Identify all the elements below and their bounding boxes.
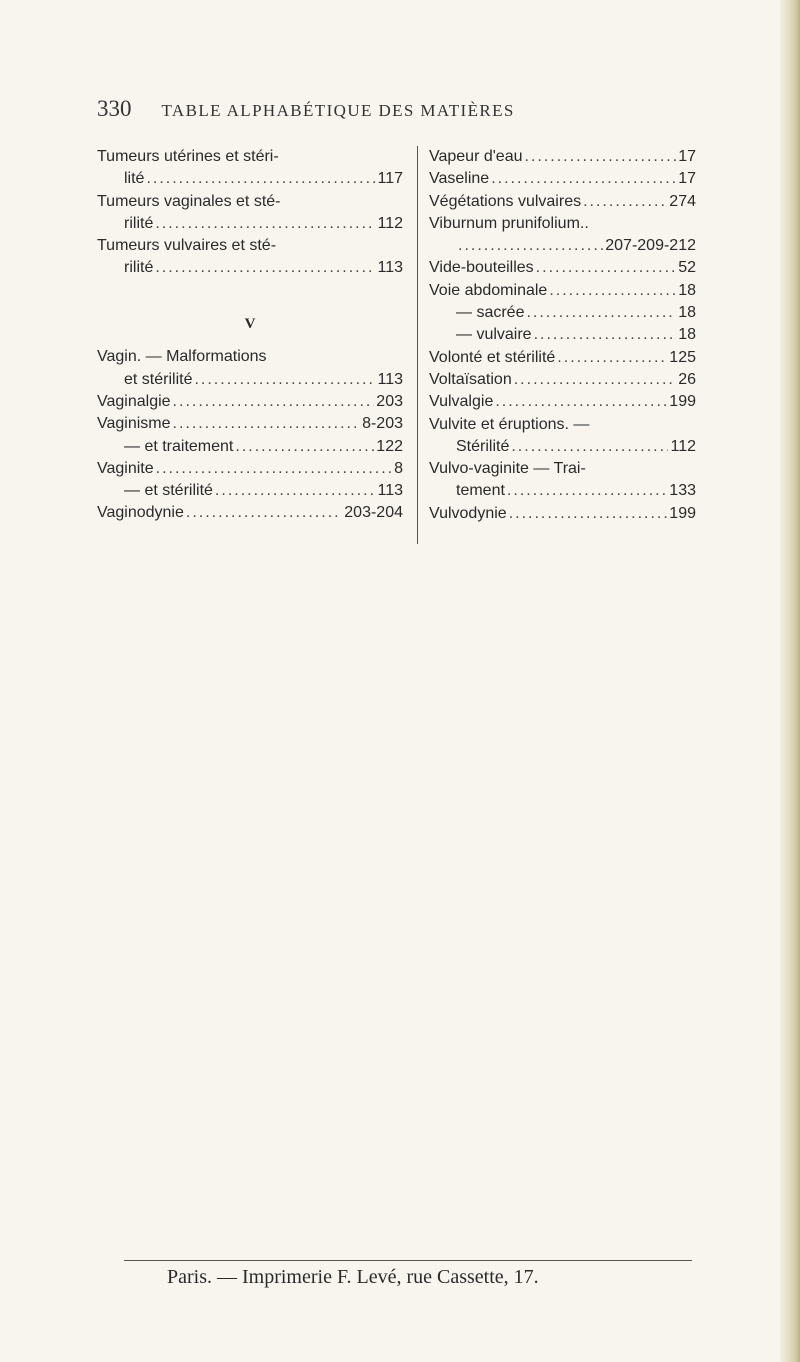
index-entry [97, 213, 403, 235]
printer-imprint: Paris. — Imprimerie F. Levé, rue Cassette, 17. [167, 1266, 539, 1288]
entry-text: rilité [124, 214, 154, 232]
index-entry [429, 213, 696, 235]
dot-leader [235, 436, 374, 458]
section-letter: V [244, 315, 256, 332]
entry-text: Vagin. — Malformations [97, 348, 267, 366]
entry-text: Tumeurs utérines et stéri- [97, 148, 279, 165]
dot-leader [458, 235, 603, 257]
entry-page: 117 [377, 170, 403, 188]
dot-leader [549, 280, 676, 302]
entry-text: Vide-bouteilles [429, 259, 534, 277]
dot-leader [156, 458, 392, 480]
index-entry [97, 436, 403, 458]
entry-page: 113 [377, 370, 403, 388]
entry-text: Vulvite et éruptions. — [429, 415, 590, 433]
index-entry [429, 280, 696, 302]
dot-leader [186, 502, 342, 524]
entry-page: 18 [678, 281, 696, 299]
index-entry [429, 369, 696, 391]
index-column-right [417, 146, 696, 544]
dot-leader [215, 480, 376, 502]
index-entry [429, 458, 696, 480]
dot-leader [583, 191, 667, 213]
dot-leader [511, 436, 668, 458]
entry-page: 199 [669, 504, 696, 522]
entry-page: 8 [394, 459, 403, 477]
index-entry [97, 346, 403, 368]
entry-text: Vaginisme [97, 415, 171, 433]
entry-text: Vaseline [429, 170, 490, 188]
dot-leader [173, 391, 375, 413]
page-edge [780, 0, 800, 1362]
entry-page: 125 [669, 348, 696, 366]
entry-text: Vulvalgie [429, 393, 494, 411]
entry-text: Voie abdominale [429, 281, 548, 299]
dot-leader [534, 324, 677, 346]
entry-page: 18 [678, 304, 696, 322]
index-entry [97, 502, 403, 524]
dot-leader [526, 302, 676, 324]
entry-text: — et stérilité [124, 482, 213, 500]
dot-leader [507, 480, 667, 502]
entry-page: 8-203 [362, 415, 403, 433]
index-entry [429, 235, 696, 257]
index-entry [97, 235, 403, 257]
entry-text: Vaginalgie [97, 392, 171, 410]
entry-page: 26 [678, 370, 696, 388]
entry-page: 17 [678, 170, 696, 188]
entry-text: Viburnum prunifolium.. [429, 214, 589, 232]
entry-page: 17 [678, 148, 696, 165]
entry-text: — sacrée [456, 304, 525, 322]
entry-page: 113 [377, 482, 403, 500]
index-entry [97, 168, 403, 190]
index-entry [429, 257, 696, 279]
entry-page: 203-204 [344, 504, 403, 522]
entry-text: et stérilité [124, 370, 193, 388]
entry-text: Vapeur d'eau [429, 148, 523, 165]
dot-leader [514, 369, 676, 391]
index-entry [429, 391, 696, 413]
entry-page: 113 [377, 259, 403, 277]
index-entry [429, 168, 696, 190]
dot-leader [155, 213, 375, 235]
index-entry [97, 257, 403, 279]
page-header [97, 96, 657, 122]
entry-text: — et traitement [124, 437, 234, 455]
entry-page: 112 [670, 437, 696, 455]
entry-text: Tumeurs vaginales et sté- [97, 192, 281, 210]
index-entry [429, 414, 696, 436]
index-entry [429, 324, 696, 346]
dot-leader [491, 168, 676, 190]
entry-text: Vulvo-vaginite — Trai- [429, 460, 586, 478]
entry-page: 52 [678, 259, 696, 277]
index-column-left [97, 146, 403, 525]
index-entry [429, 191, 696, 213]
index-entry [429, 503, 696, 525]
index-entry [429, 480, 696, 502]
page-number: 330 [97, 96, 132, 121]
entry-page: 274 [669, 192, 696, 210]
entry-text: rilité [124, 259, 154, 277]
dot-leader [557, 347, 667, 369]
entry-text: — vulvaire [456, 326, 532, 344]
dot-leader [525, 146, 677, 168]
index-entry [429, 347, 696, 369]
dot-leader [536, 257, 677, 279]
dot-leader [173, 413, 361, 435]
entry-page: 133 [669, 482, 696, 500]
index-entry [97, 391, 403, 413]
entry-text: Vulvodynie [429, 504, 507, 522]
dot-leader [495, 391, 667, 413]
entry-text: Volonté et stérilité [429, 348, 556, 366]
index-entry [429, 436, 696, 458]
entry-text: lité [124, 170, 145, 188]
index-entry [97, 480, 403, 502]
footer-rule [124, 1260, 692, 1261]
entry-page: 122 [376, 437, 403, 455]
entry-text: Stérilité [456, 437, 510, 455]
index-entry [97, 458, 403, 480]
entry-text: Végétations vulvaires [429, 192, 582, 210]
entry-text: Vaginite [97, 459, 154, 477]
entry-text: Voltaïsation [429, 370, 512, 388]
index-entry [97, 146, 403, 168]
index-entry [97, 413, 403, 435]
entry-page: 199 [669, 393, 696, 411]
index-entry [429, 302, 696, 324]
index-entry [97, 191, 403, 213]
index-entry [429, 146, 696, 168]
entry-text: Vaginodynie [97, 504, 184, 522]
entry-text: tement [456, 482, 505, 500]
entry-page: 18 [678, 326, 696, 344]
running-title: TABLE ALPHABÉTIQUE DES MATIÈRES [161, 101, 515, 120]
dot-leader [146, 168, 375, 190]
entry-page: 203 [376, 392, 403, 410]
entry-page: 112 [377, 214, 403, 232]
dot-leader [509, 503, 668, 525]
entry-page: 207-209-212 [605, 237, 696, 255]
dot-leader [155, 257, 375, 279]
dot-leader [194, 369, 375, 391]
entry-text: Tumeurs vulvaires et sté- [97, 237, 277, 255]
index-entry [97, 369, 403, 391]
